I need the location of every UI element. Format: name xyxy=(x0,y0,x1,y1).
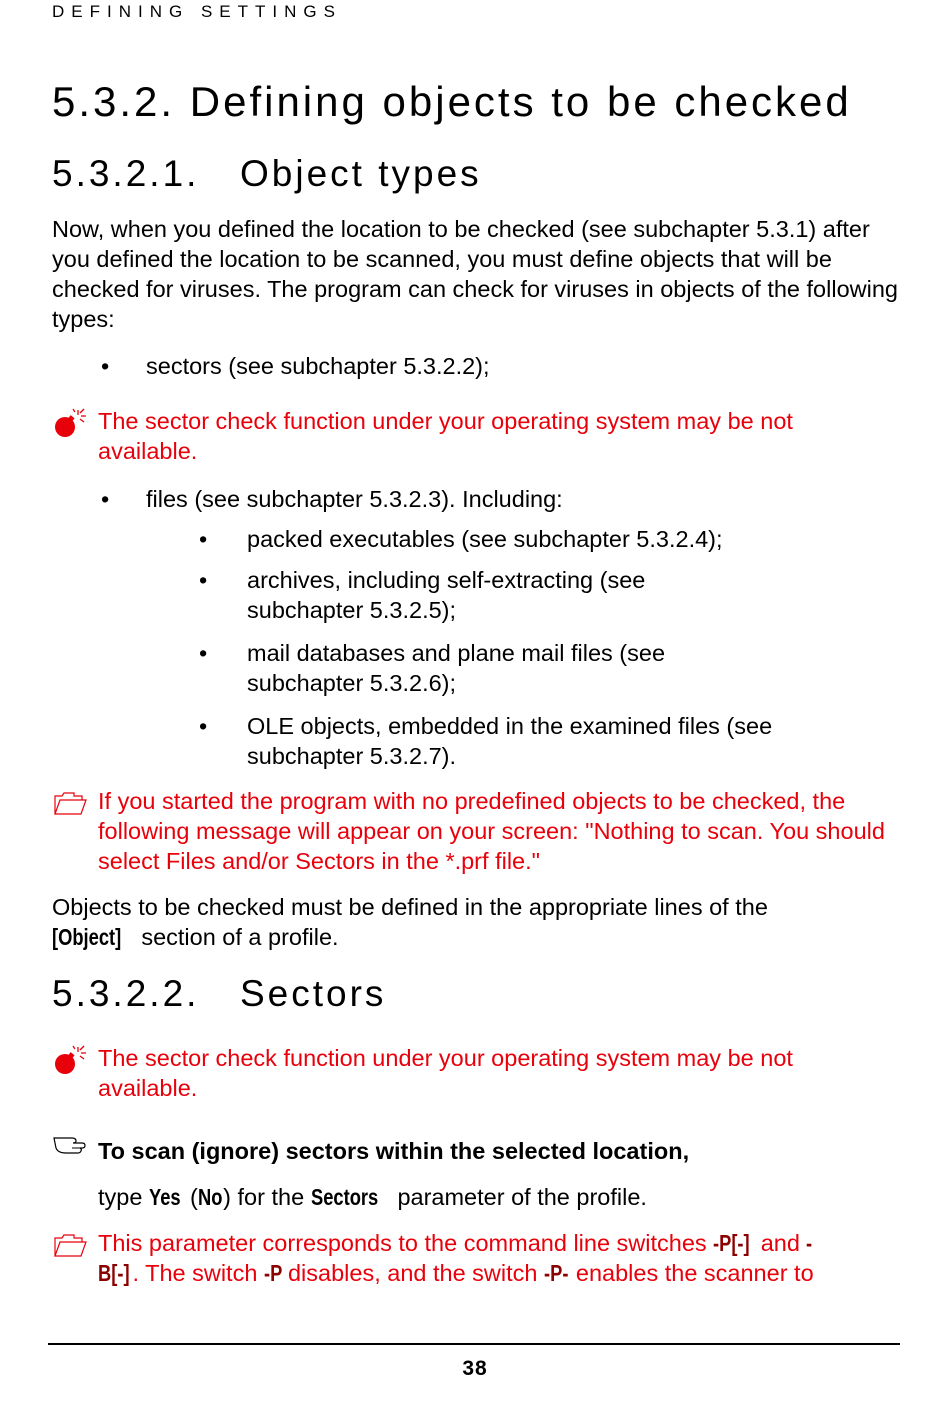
bullet-marker: • xyxy=(199,526,208,552)
paragraph-text: section of a profile. xyxy=(141,924,339,950)
object-keyword: [Object] xyxy=(52,924,122,950)
paragraph-text: Objects to be checked must be defined in the appropriate lines of the xyxy=(52,894,768,920)
objects-paragraph xyxy=(52,892,902,952)
note-text xyxy=(98,1228,898,1288)
list-item-text: packed executables (see subchapter 5.3.2.4); xyxy=(247,526,723,552)
value-no: No xyxy=(197,1184,223,1210)
switch-label: -P xyxy=(263,1260,283,1286)
sub-list-item xyxy=(199,524,859,556)
bullet-marker: • xyxy=(199,567,208,593)
parameter-sectors: Sectors xyxy=(310,1184,378,1210)
list-item xyxy=(101,484,901,516)
list-item-text: mail databases and plane mail files (see subchapter 5.3.2.6); xyxy=(247,640,666,696)
subsection-title-sectors xyxy=(52,973,386,1015)
info-note xyxy=(52,786,902,878)
warning-note xyxy=(52,406,902,470)
subsection-label: Sectors xyxy=(240,973,387,1014)
info-note xyxy=(52,1228,902,1292)
pointing-hand-icon xyxy=(52,1128,92,1158)
switch-label: - xyxy=(806,1230,813,1256)
note-fragment: enables the scanner to xyxy=(575,1260,814,1286)
list-item-text: sectors (see subchapter 5.3.2.2); xyxy=(146,353,490,379)
switch-label: B[-] xyxy=(98,1260,130,1286)
step-text: parameter of the profile. xyxy=(397,1184,647,1210)
sub-list-item xyxy=(199,565,859,627)
list-item-text: archives, including self-extracting (see subchapter 5.3.2.5); xyxy=(247,567,646,623)
bullet-marker: • xyxy=(199,640,208,666)
footer-divider xyxy=(48,1343,900,1345)
sub-list-item xyxy=(199,711,859,773)
intro-paragraph: Now, when you defined the location to be checked (see subchapter 5.3.1) after you defined the location to be scanned, you must define objects that will be checked for viruses. The program can check for viruses in objects of the following types: xyxy=(52,216,898,332)
value-yes: Yes xyxy=(148,1184,181,1210)
subsection-label: Object types xyxy=(240,153,482,194)
page-number: 38 xyxy=(462,1357,488,1380)
list-item-text: OLE objects, embedded in the examined files (see subchapter 5.3.2.7). xyxy=(247,713,773,769)
step-text: type xyxy=(98,1184,143,1210)
subsection-number: 5.3.2.1. xyxy=(52,153,200,194)
folder-icon xyxy=(52,1230,92,1260)
note-fragment: disables, and the switch xyxy=(287,1260,538,1286)
list-item xyxy=(101,351,901,383)
subsection-number: 5.3.2.2. xyxy=(52,973,200,1014)
step-text: ) for the xyxy=(223,1184,305,1210)
switch-label: -P- xyxy=(544,1260,569,1286)
section-title: 5.3.2. Defining objects to be checked xyxy=(52,78,852,125)
note-fragment: . The switch xyxy=(132,1260,258,1286)
bomb-icon xyxy=(52,1045,92,1075)
procedure-title: To scan (ignore) sectors within the selected location, xyxy=(98,1138,690,1164)
warning-text: The sector check function under your operating system may be not available. xyxy=(98,1045,793,1101)
sub-list-item xyxy=(199,638,859,700)
warning-note xyxy=(52,1043,902,1107)
running-header: DEFINING SETTINGS xyxy=(52,2,342,21)
list-item-text: files (see subchapter 5.3.2.3). Including: xyxy=(146,486,563,512)
warning-text: The sector check function under your operating system may be not available. xyxy=(98,408,793,464)
bullet-marker: • xyxy=(101,486,110,512)
note-text: If you started the program with no predefined objects to be checked, the following message will appear on your screen: "Nothing to scan. You should select Files and/or Sectors in the *.prf file." xyxy=(98,788,885,874)
folder-icon xyxy=(52,788,92,818)
switch-label: -P[-] xyxy=(713,1230,750,1256)
step-text: ( xyxy=(190,1184,198,1210)
note-fragment: and xyxy=(760,1230,800,1256)
procedure-step xyxy=(98,1182,898,1212)
bomb-icon xyxy=(52,408,92,438)
bullet-marker: • xyxy=(199,713,208,739)
bullet-marker: • xyxy=(101,353,110,379)
subsection-title-object-types xyxy=(52,153,482,195)
note-fragment: This parameter corresponds to the command line switches xyxy=(98,1230,707,1256)
procedure-heading xyxy=(52,1134,902,1174)
